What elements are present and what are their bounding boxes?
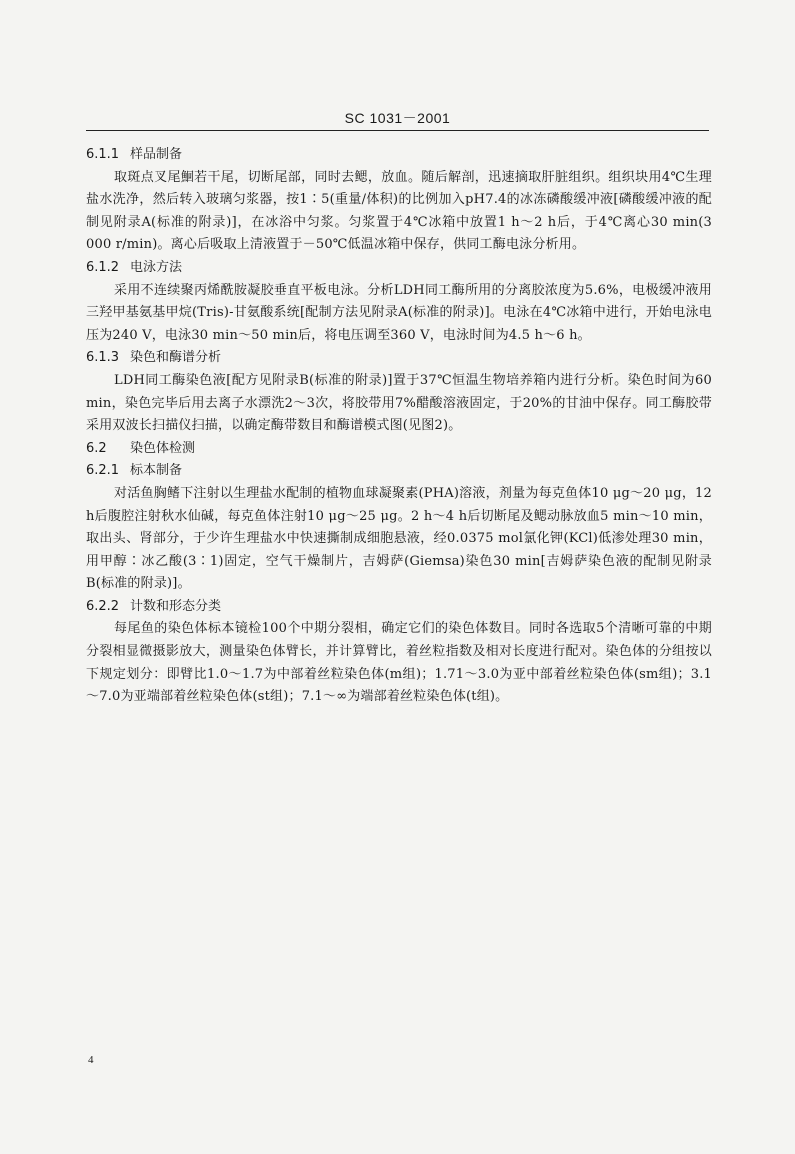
heading-6-1-1 bbox=[86, 144, 712, 167]
heading-number: 6.2.2 bbox=[86, 598, 120, 614]
heading-number: 6.1.2 bbox=[86, 259, 120, 275]
heading-title: 样品制备 bbox=[130, 147, 183, 162]
paragraph-electrophoresis: 采用不连续聚丙烯酰胺凝胶垂直平板电泳。分析LDH同工酶所用的分离胶浓度为5.6%，电极缓冲液用三羟甲基氨基甲烷(Tris)-甘氨酸系统[配制方法见附录A(标准的附录)]。电泳在4℃冰箱中进行，开始电泳电压为240 V，电泳30 min～50 min后，将电压调至360 V，电泳时间为4.5 h～6 h。 bbox=[86, 282, 712, 343]
heading-6-2-2 bbox=[86, 596, 712, 619]
heading-number: 6.1.1 bbox=[86, 147, 120, 162]
heading-6-1-3 bbox=[86, 347, 712, 370]
heading-6-2-1 bbox=[86, 460, 712, 483]
paragraph-sample-prep: 取斑点叉尾鮰若干尾，切断尾部，同时去鳃，放血。随后解剖，迅速摘取肝脏组织。组织块用4℃生理盐水洗净，然后转入玻璃匀浆器，按1∶5(重量/体积)的比例加入pH7.4的冰冻磷酸缓冲液[磷酸缓冲液的配制见附录A(标准的附录)]，在冰浴中匀浆。匀浆置于4℃冰箱中放置1 h～2 h后，于4℃离心30 min(3 000 r/min)。离心后吸取上清液置于－50℃低温冰箱中保存，供同工酶电泳分析用。 bbox=[86, 169, 712, 253]
paragraph-staining: LDH同工酶染色液[配方见附录B(标准的附录)]置于37℃恒温生物培养箱内进行分析。染色时间为60 min，染色完毕后用去离子水漂洗2～3次，将胶带用7%醋酸溶液固定，于20%的甘油中保存。同工酶胶带采用双波长扫描仪扫描，以确定酶带数目和酶谱模式图(见图2)。 bbox=[86, 372, 712, 434]
paragraph-specimen-prep: 对活鱼胸鳍下注射以生理盐水配制的植物血球凝聚素(PHA)溶液，剂量为每克鱼体10 μg～20 μg，12 h后腹腔注射秋水仙碱，每克鱼体注射10 μg～25 μg。2 h～4 h后切断尾及鳃动脉放血5 min～10 min，取出头、肾部分，于少许生理盐水中快速撕制成细胞悬液，经0.0375 mol氯化钾(KCl)低渗处理30 min，用甲醇∶冰乙酸(3∶1)固定，空气干燥制片，吉姆萨(Giemsa)染色30 min[吉姆萨染色液的配制见附录B(标准的附录)]。 bbox=[86, 485, 712, 592]
heading-title: 染色体检测 bbox=[130, 440, 196, 456]
header-rule bbox=[86, 130, 709, 131]
paragraph-counting: 每尾鱼的染色体标本镜检100个中期分裂相，确定它们的染色体数目。同时各选取5个清晰可靠的中期分裂相显微摄影放大，测量染色体臂长，并计算臂比，着丝粒指数及相对长度进行配对。染色体的分组按以下规定划分：即臂比1.0～1.7为中部着丝粒染色体(m组)；1.71～3.0为亚中部着丝粒染色体(sm组)；3.1～7.0为亚端部着丝粒染色体(st组)；7.1～∞为端部着丝粒染色体(t组)。 bbox=[86, 621, 712, 705]
heading-6-1-2 bbox=[86, 257, 712, 280]
heading-number: 6.2.1 bbox=[86, 463, 120, 479]
heading-title: 染色和酶谱分析 bbox=[130, 350, 222, 366]
heading-6-2 bbox=[86, 438, 712, 461]
heading-title: 计数和形态分类 bbox=[130, 598, 222, 614]
heading-title: 电泳方法 bbox=[130, 259, 183, 275]
heading-title: 标本制备 bbox=[130, 463, 183, 479]
document-body bbox=[86, 144, 712, 709]
page-number: 4 bbox=[88, 1054, 94, 1066]
heading-number: 6.1.3 bbox=[86, 350, 120, 366]
heading-number: 6.2 bbox=[86, 440, 107, 456]
standard-header: SC 1031－2001 bbox=[344, 110, 451, 126]
